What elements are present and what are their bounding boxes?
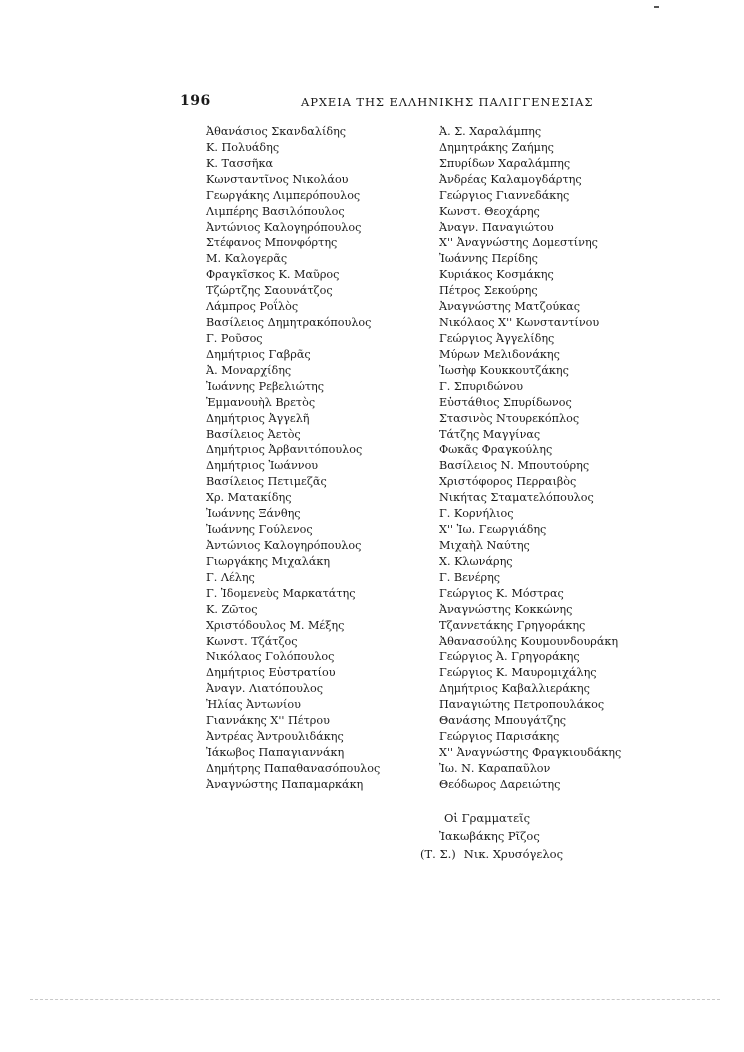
signatory-name: Ἰάκωβος Παπαγιαννάκη: [206, 745, 345, 759]
signatory-name: Χ'' Ἀναγνώστης Φραγκιουδάκης: [439, 745, 622, 759]
signatory-name: Χ'' Ἰω. Γεωργιάδης: [439, 523, 547, 537]
signatory-name: Νικόλαος Χ'' Κωνσταντίνου: [439, 316, 600, 330]
signatory-name: Γεώργιος Ἀγγελίδης: [439, 331, 555, 345]
signatory-name: Βασίλειος Ν. Μπουτούρης: [439, 459, 590, 473]
running-title: ΑΡΧΕΙΑ ΤΗΣ ΕΛΛΗΝΙΚΗΣ ΠΑΛΙΓΓΕΝΕΣΙΑΣ: [301, 95, 594, 109]
signatory-name: Γεώργιος Κ. Μόστρας: [439, 586, 564, 600]
signatory-name: Γεώργιος Γιαννεδάκης: [439, 188, 570, 202]
signatory-name: Γ. Βενέρης: [439, 570, 501, 584]
signatory-name: Δημήτριος Εὐστρατίου: [206, 666, 336, 680]
signatory-name: Κωνστ. Θεοχάρης: [439, 204, 540, 218]
signatory-name: Ἰωάννης Ρεβελιώτης: [206, 379, 324, 393]
signatory-name: Ἰωάννης Γούλενος: [206, 523, 313, 537]
signatory-name: Χριστόδουλος Μ. Μέξης: [206, 618, 345, 632]
signatory-name: Λάμπρος Ροΐλὸς: [206, 300, 299, 314]
secretary-row-2: [420, 847, 563, 861]
signatory-name: Σπυρίδων Χαραλάμπης: [439, 156, 571, 170]
signatory-name: Μύρων Μελιδονάκης: [439, 347, 560, 361]
signatory-name: Παναγιώτης Πετροπουλάκος: [439, 698, 605, 712]
signatory-name: Γ. Λέλης: [206, 570, 255, 584]
signatory-name: Βασίλειος Ἀετὸς: [206, 427, 301, 441]
signatory-name: Γιαννάκης Χ'' Πέτρου: [206, 714, 330, 728]
signatory-name: Ἰωάννης Ξάνθης: [206, 507, 301, 521]
signatory-name: Ἰω. Ν. Καραπαῦλον: [439, 761, 551, 775]
signatory-name: Δημήτριος Ἀρβανιτόπουλος: [206, 443, 363, 457]
signatory-name: Ἀθανασούλης Κουμουνδουράκη: [439, 634, 619, 648]
signatory-name: Δημήτρης Παπαθανασόπουλος: [206, 761, 381, 775]
signatory-name: Κωνσταντῖνος Νικολάου: [206, 172, 349, 186]
signatory-name: Ἀντώνιος Καλογηρόπουλος: [206, 220, 362, 234]
signatory-name: Γ. Ροῦσος: [206, 331, 263, 345]
signatory-name: Ἀντώνιος Καλογηρόπουλος: [206, 538, 362, 552]
signatory-name: Δημήτριος Ἰωάννου: [206, 459, 319, 473]
signatory-name: Γιωργάκης Μιχαλάκη: [206, 554, 331, 568]
signatory-name: Γεώργιος Παρισάκης: [439, 730, 560, 744]
signatory-name: Μ. Καλογερᾶς: [206, 252, 288, 266]
signatory-name: Ἀ. Σ. Χαραλάμπης: [439, 125, 542, 138]
signatory-name: Τζαννετάκης Γρηγοράκης: [439, 618, 586, 632]
signatory-name: Στέφανος Μπονφόρτης: [206, 236, 338, 250]
page-number: 196: [180, 93, 211, 109]
signatory-name: Χ. Κλωνάρης: [439, 554, 513, 568]
signatory-name: Ἠλίας Ἀντωνίου: [206, 698, 301, 712]
signatory-name: Ἀνδρέας Καλαμογδάρτης: [439, 172, 582, 186]
signatory-name: Θανάσης Μπουγάτζης: [439, 714, 567, 728]
signatory-name: Γεώργιος Κ. Μαυρομιχάλης: [439, 666, 597, 680]
signatory-name: Ἰωσὴφ Κουκκουτζάκης: [439, 363, 569, 377]
signatory-name: Πέτρος Σεκούρης: [439, 284, 538, 298]
signatory-name: Χ'' Ἀναγνώστης Δομεστίνης: [439, 236, 598, 250]
signatory-name: Φωκᾶς Φραγκούλης: [439, 443, 553, 457]
signatory-name: Κ. Πολυάδης: [206, 140, 280, 154]
signatory-name: Δημήτριος Γαβρᾶς: [206, 347, 311, 361]
signatory-name: Φραγκῖσκος Κ. Μαῦρος: [206, 268, 340, 282]
signatory-name: Ἀναγνώστης Κοκκώνης: [439, 602, 573, 616]
signatory-name: Γ. Σπυριδώνου: [439, 379, 524, 393]
signatory-name: Γ. Κορνήλιος: [439, 507, 514, 521]
signatory-name: Ἀντρέας Ἀντρουλιδάκης: [206, 730, 344, 744]
signatory-name: Λιμπέρης Βασιλόπουλος: [206, 204, 345, 218]
signatory-name: Γεώργιος Ἀ. Γρηγοράκης: [439, 650, 580, 664]
signatory-name: Θεόδωρος Δαρειώτης: [439, 777, 561, 791]
signatory-name: Εὐστάθιος Σπυρίδωνος: [439, 395, 572, 409]
signatory-name: Νικόλαος Γολόπουλος: [206, 650, 335, 664]
seal-initials: (Τ. Σ.): [420, 847, 456, 861]
signatory-name: Μιχαὴλ Ναύτης: [439, 538, 530, 552]
scan-mark: [654, 6, 659, 8]
signatory-name: Ἀναγν. Παναγιώτου: [439, 220, 554, 234]
signatory-name: Δημητράκης Ζαήμης: [439, 140, 554, 154]
signatory-name: Κ. Ζῶτος: [206, 602, 258, 616]
signatory-name: Βασίλειος Πετιμεζᾶς: [206, 475, 327, 489]
bottom-scan-rule: [30, 999, 720, 1000]
signatory-name: Τάτζης Μαγγίνας: [439, 427, 541, 441]
signatory-name: Κωνστ. Τζάτζος: [206, 634, 298, 648]
signatory-name: Νικήτας Σταματελόπουλος: [439, 491, 594, 505]
signatory-name: Ἰωάννης Περίδης: [439, 252, 538, 266]
signatory-name: Γ. Ἰδομενεὺς Μαρκατάτης: [206, 586, 356, 600]
secretary-name-1: Ἰακωβάκης Ρῖζος: [439, 829, 540, 843]
signatory-name: Ἀθανάσιος Σκανδαλίδης: [206, 125, 347, 138]
signatories-left-column: [206, 124, 380, 793]
signatory-name: Χριστόφορος Περραιβὸς: [439, 475, 577, 489]
signatory-name: Στασινὸς Ντουρεκόπλος: [439, 411, 580, 425]
signatory-name: Ἀναγνώστης Παπαμαρκάκη: [206, 777, 364, 791]
signatory-name: Ἀναγν. Λιατόπουλος: [206, 682, 323, 696]
signatory-name: Ἀ. Μοναρχίδης: [206, 363, 292, 377]
signatory-name: Χρ. Ματακίδης: [206, 491, 292, 505]
signatory-name: Βασίλειος Δημητρακόπουλος: [206, 316, 372, 330]
signatory-name: Τζώρτζης Σαουνάτζος: [206, 284, 333, 298]
signatory-name: Δημήτριος Ἀγγελῆ: [206, 411, 310, 425]
signatory-name: Κ. Τασσῆκα: [206, 156, 274, 170]
signatories-right-column: [439, 124, 621, 793]
secretary-name-2: Νικ. Χρυσόγελος: [463, 847, 564, 861]
secretaries-title: Οἱ Γραμματεῖς: [444, 811, 531, 825]
signatory-name: Δημήτριος Καβαλλιεράκης: [439, 682, 590, 696]
signatory-name: Γεωργάκης Λιμπερόπουλος: [206, 188, 361, 202]
signatory-name: Ἐμμανουὴλ Βρετὸς: [206, 395, 316, 409]
signatory-name: Κυριάκος Κοσμάκης: [439, 268, 554, 282]
signatory-name: Ἀναγνώστης Ματζούκας: [439, 300, 581, 314]
